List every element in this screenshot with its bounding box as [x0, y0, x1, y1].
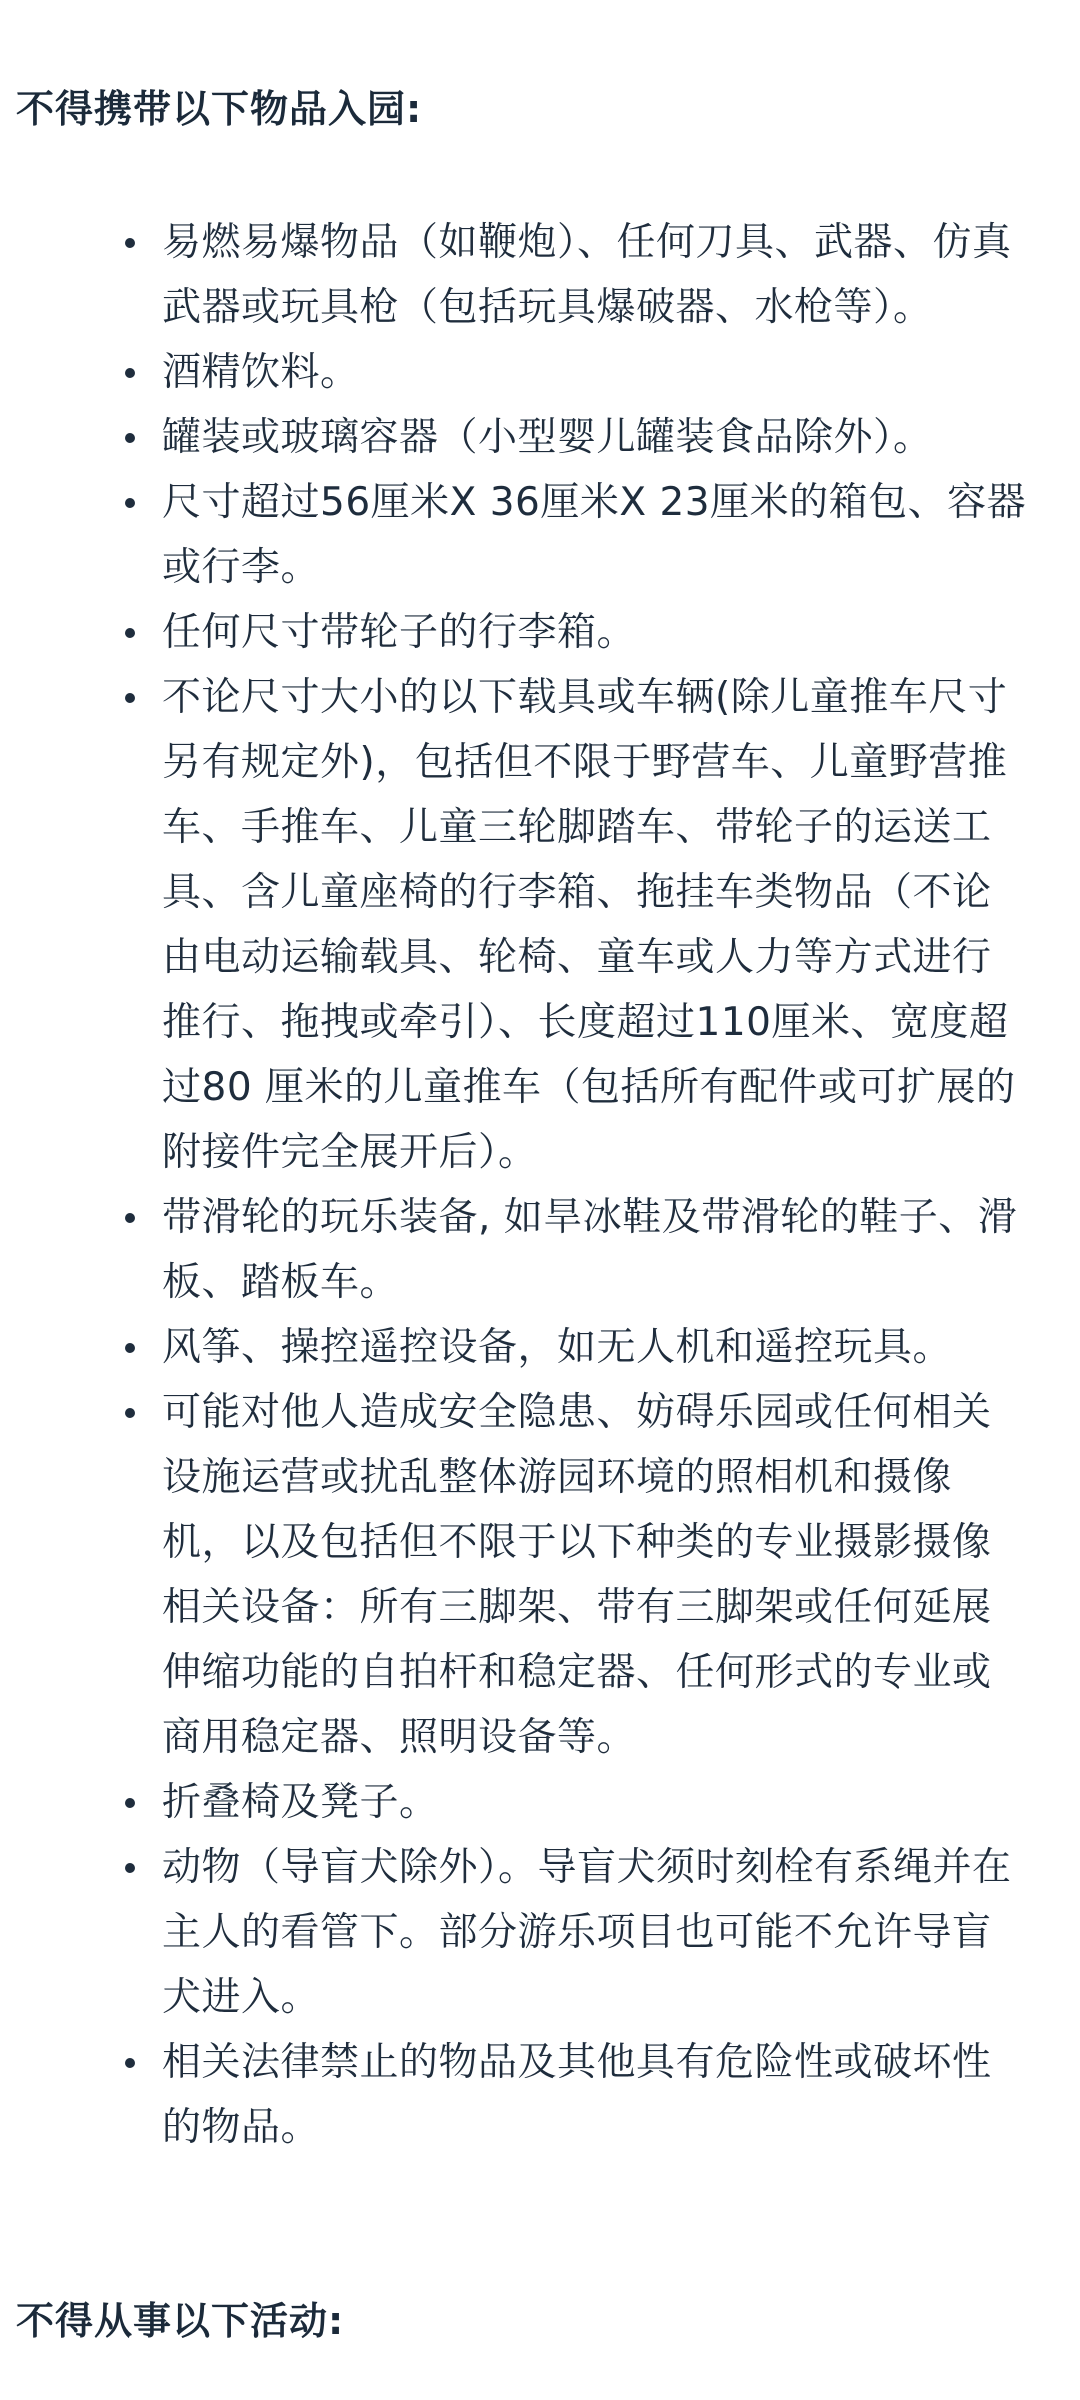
list-item-text: 易燃易爆物品（如鞭炮）、任何刀具、武器、仿真武器或玩具枪（包括玩具爆破器、水枪等）。	[162, 220, 1012, 330]
list-item	[0, 340, 1080, 405]
list-item-text: 不论尺寸大小的以下载具或车辆(除儿童推车尺寸另有规定外)，包括但不限于野营车、儿童野营推车、手推车、儿童三轮脚踏车、带轮子的运送工具、含儿童座椅的行李箱、拖挂车类物品（不论由电动运输载具、轮椅、童车或人力等方式进行推行、拖拽或牵引）、长度超过110厘米、宽度超过80 厘米的儿童推车（包括所有配件或可扩展的附接件完全展开后）。	[162, 675, 1016, 1175]
bullet-icon	[125, 2058, 135, 2068]
bullet-icon	[125, 628, 135, 638]
bullet-icon	[125, 1863, 135, 1873]
list-item-text: 风筝、操控遥控设备，如无人机和遥控玩具。	[162, 1325, 953, 1370]
list-item-text: 可能对他人造成安全隐患、妨碍乐园或任何相关设施运营或扰乱整体游园环境的照相机和摄像机，以及包括但不限于以下种类的专业摄影摄像相关设备：所有三脚架、带有三脚架或任何延展伸缩功能的自拍杆和稳定器、任何形式的专业或商用稳定器、照明设备等。	[162, 1390, 992, 1760]
list-item-text: 酒精饮料。	[162, 350, 360, 395]
list-item-text: 动物（导盲犬除外）。导盲犬须时刻栓有系绳并在主人的看管下。部分游乐项目也可能不允许导盲犬进入。	[162, 1845, 1012, 2020]
list-item	[0, 405, 1080, 470]
list-item-text: 相关法律禁止的物品及其他具有危险性或破坏性的物品。	[162, 2040, 992, 2150]
prohibited-items-list	[0, 210, 1080, 2160]
list-item	[0, 1315, 1080, 1380]
list-item-text: 带滑轮的玩乐装备, 如旱冰鞋及带滑轮的鞋子、滑板、踏板车。	[162, 1195, 1018, 1305]
list-item	[0, 665, 1080, 1185]
bullet-icon	[125, 238, 135, 248]
prohibited-activities-heading: 不得从事以下活动:	[16, 2299, 345, 2343]
list-item	[0, 2030, 1080, 2160]
prohibited-items-heading: 不得携带以下物品入园:	[16, 87, 423, 131]
list-item	[0, 1835, 1080, 2030]
bullet-icon	[125, 1343, 135, 1353]
list-item	[0, 470, 1080, 600]
list-item-text: 任何尺寸带轮子的行李箱。	[162, 610, 637, 655]
bullet-icon	[125, 1213, 135, 1223]
list-item-text: 尺寸超过56厘米X 36厘米X 23厘米的箱包、容器或行李。	[162, 480, 1027, 590]
list-item	[0, 1380, 1080, 1770]
list-item	[0, 1770, 1080, 1835]
list-item-text: 罐装或玻璃容器（小型婴儿罐装食品除外）。	[162, 415, 933, 460]
list-item	[0, 1185, 1080, 1315]
list-item-text: 折叠椅及凳子。	[162, 1780, 439, 1825]
bullet-icon	[125, 498, 135, 508]
bullet-icon	[125, 693, 135, 703]
list-item	[0, 600, 1080, 665]
bullet-icon	[125, 433, 135, 443]
bullet-icon	[125, 1798, 135, 1808]
list-item	[0, 210, 1080, 340]
bullet-icon	[125, 1408, 135, 1418]
bullet-icon	[125, 368, 135, 378]
